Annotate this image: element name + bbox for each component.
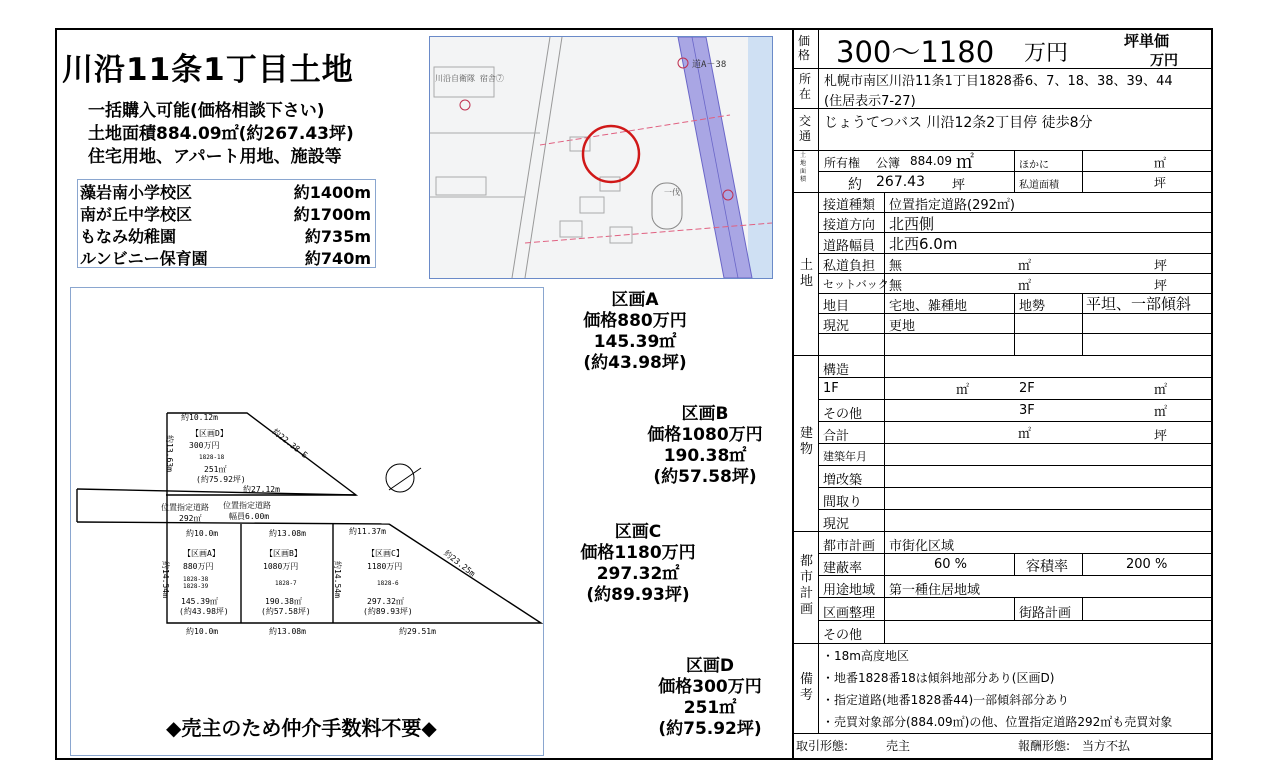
plan-c-tsubo: (約89.93坪)	[363, 607, 413, 616]
plan-road1: 位置指定道路	[161, 503, 209, 512]
city-row-value: 200 %	[1126, 557, 1168, 572]
land-row-key: 地目	[823, 299, 850, 314]
price-unit: 万円	[1024, 41, 1069, 66]
purchase-note: 一括購入可能(価格相談下さい)	[88, 101, 325, 121]
parcel-price: 価格300万円	[658, 677, 762, 697]
school-row	[80, 224, 371, 246]
property-title: 川沿11条1丁目土地	[62, 52, 354, 88]
plan-b-label: 【区画B】	[265, 549, 302, 558]
parcel-title: 区画B	[681, 404, 729, 424]
map-building-label: 川沿自衛隊 宿舎⑦	[435, 74, 504, 83]
bldg-row-key: 2F	[1019, 381, 1035, 396]
plot-plan	[70, 287, 544, 756]
plan-d-price: 300万円	[189, 441, 220, 450]
plan-c-area: 297.32㎡	[367, 597, 404, 606]
plan-b-price: 1080万円	[263, 562, 299, 571]
plan-c-price: 1180万円	[367, 562, 403, 571]
plan-d-tsubo: (約75.92坪)	[196, 475, 246, 484]
parcel-title: 区画D	[685, 656, 735, 676]
koubo-label: 公簿	[876, 156, 901, 170]
land-row-unit: 坪	[1154, 259, 1168, 274]
parcel-area: 251㎡	[683, 698, 737, 718]
school-name: もなみ幼稚園	[80, 227, 177, 246]
land-row-key: 地勢	[1019, 299, 1046, 314]
land-row-unit: ㎡	[1018, 279, 1032, 294]
land-area-note: 土地面積884.09㎡(約267.43坪)	[88, 124, 354, 144]
parcel-b-callout	[640, 404, 770, 488]
plan-side-a: 約14.54m	[160, 561, 170, 598]
city-section-label: 都市計画	[800, 554, 814, 617]
plan-d-label: 【区画D】	[191, 429, 228, 438]
city-row-key: 都市計画	[823, 539, 876, 554]
plan-road-area: 292㎡	[179, 514, 202, 523]
land-row-value: 北西側	[889, 215, 935, 233]
parcel-a-callout	[570, 290, 700, 374]
school-name: 藻岩南小学校区	[80, 183, 193, 202]
transaction-value: 売主	[886, 739, 911, 753]
parcel-c-callout	[568, 522, 708, 606]
plan-a-price: 880万円	[183, 562, 214, 571]
remark-item: ・18m高度地区	[822, 649, 909, 663]
school-district-box	[77, 179, 376, 268]
city-row-key: 用途地域	[823, 583, 876, 598]
plan-road2: 位置指定道路	[223, 501, 271, 510]
plan-width-27: 約27.12m	[243, 485, 280, 494]
plan-diag2: 約23.25m	[442, 548, 477, 579]
bldg-row-key: 1F	[823, 381, 839, 396]
city-row-key: その他	[823, 628, 863, 643]
plan-a-label: 【区画A】	[183, 549, 220, 558]
parcel-area: 145.39㎡	[593, 332, 677, 352]
plot-plan-drawing	[71, 288, 543, 755]
bldg-row-unit: ㎡	[1018, 427, 1032, 442]
plan-a-top: 約10.0m	[186, 529, 219, 538]
bldg-row-key: 構造	[823, 363, 850, 378]
bldg-row-unit: ㎡	[1154, 383, 1168, 398]
location-map	[429, 36, 773, 279]
tanka-unit: 万円	[1150, 53, 1178, 69]
other-tsubo-unit: 坪	[1154, 176, 1167, 190]
transaction-label: 取引形態:	[796, 739, 849, 753]
ownership: 所有権	[824, 156, 861, 170]
tsubo-value: 267.43	[876, 174, 925, 190]
school-distance: 約735m	[304, 227, 371, 246]
bldg-row-key: その他	[823, 407, 863, 422]
school-row	[80, 246, 371, 268]
area-value: 884.09	[910, 154, 952, 168]
parcel-area: 190.38㎡	[663, 446, 747, 466]
road-label: 道A－38	[692, 60, 727, 70]
land-row-unit: 坪	[1154, 279, 1168, 294]
parcel-tsubo: (約57.58坪)	[653, 467, 757, 487]
bldg-row-key: 間取り	[823, 495, 863, 510]
plan-c-bottom: 約29.51m	[399, 627, 436, 636]
land-row-key: 接道方向	[823, 218, 876, 233]
land-row-value: 位置指定道路(292㎡)	[889, 198, 1015, 213]
parcel-d-callout	[645, 656, 775, 740]
plan-a-lot: 1828-38 1828-39	[183, 576, 209, 590]
plan-diag1: 約22.38 E	[270, 427, 310, 460]
school-row	[80, 202, 371, 224]
school-name: 南が丘中学校区	[80, 205, 193, 224]
address: 札幌市南区川沿11条1丁目1828番6、7、18、38、39、44	[824, 74, 1173, 89]
land-row-key: 道路幅員	[823, 239, 876, 254]
property-info-table	[792, 28, 1213, 760]
plan-side-c: 約14.54m	[332, 561, 342, 598]
school-row	[80, 180, 371, 202]
land-row-value: 北西6.0m	[889, 235, 958, 253]
plan-b-top: 約13.08m	[269, 529, 306, 538]
remark-item: ・指定道路(地番1828番44)一部傾斜部分あり	[822, 693, 1070, 707]
location-label: 所在	[799, 72, 812, 101]
tsubo-unit: 坪	[952, 178, 966, 193]
other-label: ほかに	[1019, 160, 1049, 171]
parcel-tsubo: (約75.92坪)	[658, 719, 762, 739]
school-distance: 約1700m	[293, 205, 371, 224]
land-row-value: 宅地、雑種地	[889, 299, 968, 314]
land-area-label: 土地面積	[800, 152, 807, 183]
land-row-key: 現況	[823, 319, 850, 334]
land-row-unit: ㎡	[1018, 259, 1032, 274]
city-row-key: 建蔽率	[823, 561, 863, 576]
traffic-value: じょうてつバス 川沿12条2丁目停 徒歩8分	[824, 115, 1093, 131]
land-row-key: セットバック	[823, 278, 889, 291]
plan-b-tsubo: (約57.58坪)	[261, 607, 311, 616]
parcel-title: 区画A	[611, 290, 659, 310]
city-row-key: 区画整理	[823, 606, 876, 621]
bldg-row-key: 増改築	[823, 473, 863, 488]
parcel-price: 価格1180万円	[580, 543, 696, 563]
city-row-key: 容積率	[1026, 559, 1068, 575]
bldg-row-unit: 坪	[1154, 429, 1168, 444]
parcel-tsubo: (約89.93坪)	[586, 585, 690, 605]
plan-d-side: 約13.63m	[164, 435, 174, 472]
school-name: ルンビニー保育園	[80, 249, 208, 268]
plan-b-bottom: 約13.08m	[269, 627, 306, 636]
plan-c-label: 【区画C】	[367, 549, 404, 558]
usage-note: 住宅用地、アパート用地、施設等	[88, 147, 342, 167]
plan-road-width: 幅員6.00m	[229, 512, 270, 521]
land-row-key: 私道負担	[823, 259, 876, 274]
city-row-value: 市街化区域	[889, 539, 955, 554]
land-row-value: 更地	[889, 319, 916, 334]
price-value: 300～1180	[836, 35, 995, 69]
parcel-price: 価格880万円	[583, 311, 687, 331]
plan-d-top: 約10.12m	[181, 413, 218, 422]
parcel-title: 区画C	[614, 522, 662, 542]
land-row-key: 接道種類	[823, 198, 876, 213]
parcel-tsubo: (約43.98坪)	[583, 353, 687, 373]
land-section-label: 土地	[800, 258, 814, 289]
bldg-row-key: 現況	[823, 517, 850, 532]
plan-a-bottom: 約10.0m	[186, 627, 219, 636]
remarks-label: 備考	[800, 672, 814, 703]
school-distance: 約740m	[304, 249, 371, 268]
parcel-price: 価格1080万円	[647, 425, 763, 445]
land-row-value: 無	[889, 259, 903, 274]
plan-b-area: 190.38㎡	[265, 597, 302, 606]
bldg-row-unit: ㎡	[956, 383, 970, 398]
private-road-label: 私道面積	[1019, 180, 1059, 191]
building-section-label: 建物	[800, 426, 814, 457]
address-display: (住居表示7-27)	[824, 94, 916, 109]
land-row-value: 平坦、一部傾斜	[1086, 295, 1192, 313]
price-label: 価格	[798, 34, 811, 62]
city-row-value: 第一種住居地域	[889, 583, 981, 598]
city-row-value: 60 %	[934, 557, 968, 572]
plan-d-lot: 1828-18	[199, 454, 225, 461]
other-m2-unit: ㎡	[1154, 156, 1167, 170]
remark-item: ・地番1828番18は傾斜地部分あり(区画D)	[822, 671, 1055, 685]
bldg-row-key: 合計	[823, 429, 850, 444]
land-row-value: 無	[889, 279, 903, 294]
plan-c-lot: 1828-6	[377, 580, 399, 587]
area-unit: ㎡	[956, 152, 974, 173]
map-sign-label: 一伐	[664, 188, 680, 197]
commission-label: 報酬形態:	[1018, 739, 1071, 753]
tanka-label: 坪単価	[1124, 32, 1170, 50]
plan-a-tsubo: (約43.98坪)	[179, 607, 229, 616]
plan-b-lot: 1828-7	[275, 580, 297, 587]
plan-a-area: 145.39㎡	[181, 597, 218, 606]
city-row-key: 街路計画	[1019, 606, 1072, 621]
approx-label: 約	[848, 177, 862, 193]
plan-c-top: 約11.37m	[349, 527, 386, 536]
bldg-row-unit: ㎡	[1154, 405, 1168, 420]
remark-item: ・売買対象部分(884.09㎡)の他、位置指定道路292㎡も売買対象	[822, 715, 1173, 729]
traffic-label: 交通	[799, 114, 812, 143]
commission-value: 当方不払	[1082, 739, 1131, 753]
bldg-row-key: 3F	[1019, 403, 1035, 418]
parcel-area: 297.32㎡	[596, 564, 680, 584]
school-distance: 約1400m	[293, 183, 371, 202]
plan-d-area: 251㎡	[204, 465, 227, 474]
bldg-row-key: 建築年月	[823, 450, 867, 463]
commission-free-note: ◆売主のため仲介手数料不要◆	[166, 716, 437, 740]
